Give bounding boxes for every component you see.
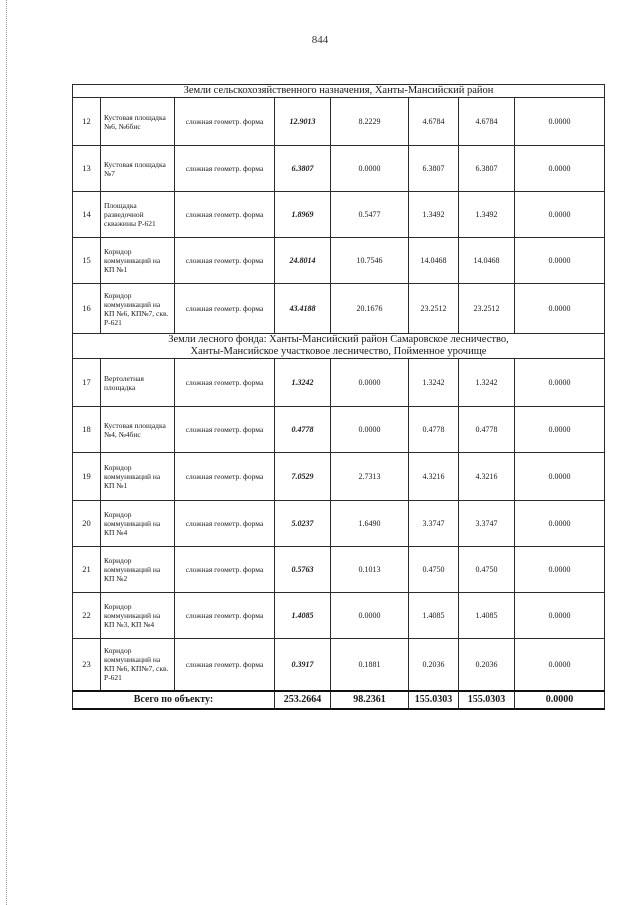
total-area: 1.4085 — [275, 593, 331, 639]
table-row — [73, 359, 605, 407]
value-col-4: 0.0000 — [515, 639, 605, 691]
value-col-1: 2.7313 — [331, 453, 409, 501]
value-col-2: 1.3242 — [409, 359, 459, 407]
value-col-3: 1.4085 — [459, 593, 515, 639]
total-label: Всего по объекту: — [73, 691, 275, 709]
row-number: 20 — [73, 501, 101, 547]
value-col-4: 0.0000 — [515, 192, 605, 238]
table-row — [73, 407, 605, 453]
total-col-1: 98.2361 — [331, 691, 409, 709]
object-shape: сложная геометр. форма — [175, 359, 275, 407]
value-col-4: 0.0000 — [515, 284, 605, 334]
total-area: 12.9013 — [275, 98, 331, 146]
value-col-4: 0.0000 — [515, 453, 605, 501]
value-col-3: 0.4750 — [459, 547, 515, 593]
value-col-2: 0.4750 — [409, 547, 459, 593]
object-shape: сложная геометр. форма — [175, 192, 275, 238]
object-name: Кустовая площадка №6, №6бис — [101, 98, 175, 146]
object-name: Коридор коммуникаций на КП №6, КП№7, скв. Р-621 — [101, 639, 175, 691]
value-col-1: 0.0000 — [331, 146, 409, 192]
table-row — [73, 284, 605, 334]
value-col-1: 10.7546 — [331, 238, 409, 284]
object-shape: сложная геометр. форма — [175, 453, 275, 501]
object-name: Вертолетная площадка — [101, 359, 175, 407]
object-name: Коридор коммуникаций на КП №1 — [101, 238, 175, 284]
value-col-1: 0.0000 — [331, 359, 409, 407]
value-col-4: 0.0000 — [515, 407, 605, 453]
total-area: 43.4188 — [275, 284, 331, 334]
value-col-1: 1.6490 — [331, 501, 409, 547]
value-col-3: 3.3747 — [459, 501, 515, 547]
row-number: 17 — [73, 359, 101, 407]
object-shape: сложная геометр. форма — [175, 238, 275, 284]
value-col-2: 0.4778 — [409, 407, 459, 453]
object-shape: сложная геометр. форма — [175, 547, 275, 593]
object-name: Кустовая площадка №7 — [101, 146, 175, 192]
table-row — [73, 639, 605, 691]
object-shape: сложная геометр. форма — [175, 146, 275, 192]
row-number: 18 — [73, 407, 101, 453]
total-area: 7.0529 — [275, 453, 331, 501]
value-col-2: 1.4085 — [409, 593, 459, 639]
section-title-line-1: Земли лесного фонда: Ханты-Мансийский район Самаровское лесничество, — [168, 334, 509, 345]
table-row — [73, 98, 605, 146]
value-col-4: 0.0000 — [515, 146, 605, 192]
object-name: Коридор коммуникаций на КП №3, КП №4 — [101, 593, 175, 639]
page-number: 844 — [311, 34, 329, 46]
value-col-3: 14.0468 — [459, 238, 515, 284]
value-col-2: 1.3492 — [409, 192, 459, 238]
object-shape: сложная геометр. форма — [175, 501, 275, 547]
total-area: 0.4778 — [275, 407, 331, 453]
total-area: 1.8969 — [275, 192, 331, 238]
object-name: Коридор коммуникаций на КП №2 — [101, 547, 175, 593]
value-col-1: 8.2229 — [331, 98, 409, 146]
object-name: Коридор коммуникаций на КП №4 — [101, 501, 175, 547]
total-area: 0.5763 — [275, 547, 331, 593]
section-title: Земли сельскохозяйственного назначения, Ханты-Мансийский район — [73, 85, 605, 98]
table-row — [73, 146, 605, 192]
row-number: 19 — [73, 453, 101, 501]
value-col-2: 14.0468 — [409, 238, 459, 284]
value-col-3: 23.2512 — [459, 284, 515, 334]
value-col-3: 1.3242 — [459, 359, 515, 407]
value-col-4: 0.0000 — [515, 359, 605, 407]
row-number: 22 — [73, 593, 101, 639]
total-row — [73, 691, 605, 709]
total-col-3: 155.0303 — [459, 691, 515, 709]
value-col-3: 4.6784 — [459, 98, 515, 146]
section-title — [73, 334, 605, 359]
object-shape: сложная геометр. форма — [175, 639, 275, 691]
value-col-4: 0.0000 — [515, 238, 605, 284]
total-area: 5.0237 — [275, 501, 331, 547]
row-number: 16 — [73, 284, 101, 334]
value-col-3: 6.3807 — [459, 146, 515, 192]
value-col-4: 0.0000 — [515, 547, 605, 593]
total-area: 253.2664 — [275, 691, 331, 709]
section-header-forest — [73, 334, 605, 359]
object-shape: сложная геометр. форма — [175, 284, 275, 334]
value-col-2: 4.6784 — [409, 98, 459, 146]
scan-margin-rule — [6, 0, 7, 905]
object-shape: сложная геометр. форма — [175, 407, 275, 453]
value-col-2: 4.3216 — [409, 453, 459, 501]
total-area: 24.8014 — [275, 238, 331, 284]
row-number: 23 — [73, 639, 101, 691]
row-number: 21 — [73, 547, 101, 593]
total-col-4: 0.0000 — [515, 691, 605, 709]
value-col-3: 0.4778 — [459, 407, 515, 453]
row-number: 12 — [73, 98, 101, 146]
object-shape: сложная геометр. форма — [175, 593, 275, 639]
object-name: Кустовая площадка №4, №4бис — [101, 407, 175, 453]
total-col-2: 155.0303 — [409, 691, 459, 709]
value-col-3: 0.2036 — [459, 639, 515, 691]
value-col-2: 3.3747 — [409, 501, 459, 547]
object-name: Площадка разведочной скважины Р-621 — [101, 192, 175, 238]
total-area: 0.3917 — [275, 639, 331, 691]
table-row — [73, 547, 605, 593]
value-col-1: 0.0000 — [331, 593, 409, 639]
land-plots-table — [72, 84, 605, 710]
table-row — [73, 192, 605, 238]
section-title-line-2: Ханты-Мансийское участковое лесничество, Пойменное урочище — [190, 346, 487, 357]
value-col-4: 0.0000 — [515, 98, 605, 146]
value-col-2: 6.3807 — [409, 146, 459, 192]
value-col-3: 1.3492 — [459, 192, 515, 238]
value-col-2: 23.2512 — [409, 284, 459, 334]
object-name: Коридор коммуникаций на КП №1 — [101, 453, 175, 501]
value-col-1: 0.0000 — [331, 407, 409, 453]
value-col-2: 0.2036 — [409, 639, 459, 691]
section-header-agricultural — [73, 85, 605, 98]
table-row — [73, 501, 605, 547]
value-col-1: 20.1676 — [331, 284, 409, 334]
row-number: 15 — [73, 238, 101, 284]
table-row — [73, 238, 605, 284]
value-col-1: 0.1881 — [331, 639, 409, 691]
value-col-4: 0.0000 — [515, 593, 605, 639]
value-col-1: 0.5477 — [331, 192, 409, 238]
row-number: 13 — [73, 146, 101, 192]
total-area: 6.3807 — [275, 146, 331, 192]
object-shape: сложная геометр. форма — [175, 98, 275, 146]
table-row — [73, 593, 605, 639]
object-name: Коридор коммуникаций на КП №6, КП№7, скв. Р-621 — [101, 284, 175, 334]
row-number: 14 — [73, 192, 101, 238]
value-col-3: 4.3216 — [459, 453, 515, 501]
table-body — [73, 85, 605, 709]
value-col-4: 0.0000 — [515, 501, 605, 547]
table-row — [73, 453, 605, 501]
total-area: 1.3242 — [275, 359, 331, 407]
value-col-1: 0.1013 — [331, 547, 409, 593]
